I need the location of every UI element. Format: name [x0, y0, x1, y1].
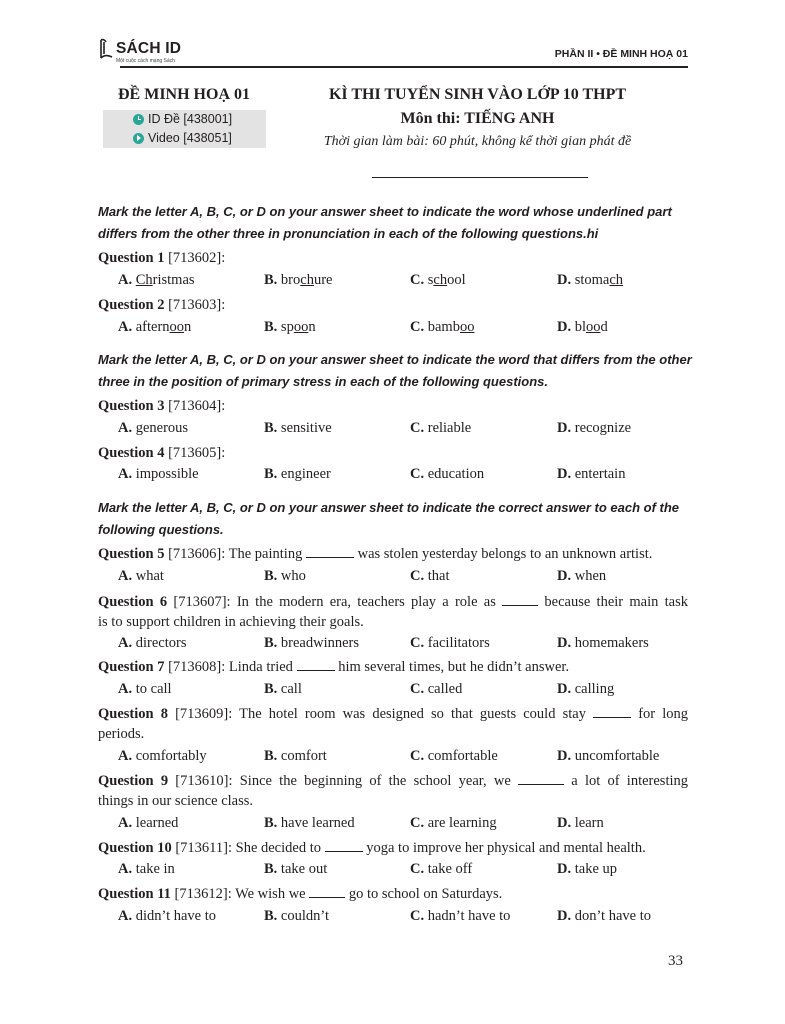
- running-head: PHẦN II • ĐỀ MINH HOẠ 01: [554, 48, 688, 60]
- video-row[interactable]: [133, 131, 232, 145]
- header-divider: [120, 66, 688, 68]
- option-c[interactable]: C. that: [410, 568, 450, 584]
- exam-subject: Môn thi: TIẾNG ANH: [400, 110, 555, 127]
- option-b[interactable]: B. engineer: [264, 466, 331, 482]
- underlined-part: oo: [586, 319, 601, 335]
- option-a[interactable]: A. take in: [118, 861, 175, 877]
- question-8-continued: periods.: [98, 726, 145, 742]
- underlined-part: oo: [169, 319, 185, 335]
- question-code: [713602]:: [164, 250, 226, 266]
- question-code: [713604]:: [164, 398, 226, 414]
- question-8-options: [118, 748, 698, 768]
- option-b[interactable]: B. call: [264, 681, 302, 697]
- question-3: [98, 396, 688, 417]
- question-1: [98, 248, 688, 269]
- option-c[interactable]: C. facilitators: [410, 635, 490, 651]
- option-a[interactable]: A. didn’t have to: [118, 908, 217, 924]
- option-b[interactable]: B. couldn’t: [264, 908, 329, 924]
- option-d[interactable]: D. learn: [557, 815, 604, 831]
- option-b[interactable]: B. sensitive: [264, 420, 332, 436]
- question-label: Question 2: [98, 297, 165, 313]
- question-10-options: [118, 861, 698, 881]
- question-label: Question 1: [98, 250, 165, 266]
- question-4: [98, 443, 688, 464]
- question-4-options: [118, 466, 698, 486]
- question-5-options: [118, 568, 698, 588]
- question-9: Question 9 [713610]: Since the beginning of the school year, we a lot of interesting: [98, 773, 688, 789]
- question-8: Question 8 [713609]: The hotel room was designed so that guests could stay for long: [98, 706, 689, 722]
- underlined-part: Ch: [135, 272, 153, 288]
- question-1-options: [118, 272, 698, 292]
- option-c[interactable]: C. called: [410, 681, 463, 697]
- option-a[interactable]: A. Christmas: [118, 272, 195, 288]
- instruction-correct-answer: Mark the letter A, B, C, or D on your answer sheet to indicate the correct answer to each of the following questions.: [98, 500, 680, 537]
- option-a[interactable]: A. impossible: [118, 466, 199, 482]
- question-2-options: [118, 319, 698, 339]
- question-6-options: [118, 635, 698, 655]
- option-d[interactable]: D. uncomfortable: [557, 748, 660, 764]
- title-divider: [372, 177, 588, 178]
- video-text: Video [438051]: [148, 131, 232, 145]
- option-b[interactable]: B. take out: [264, 861, 328, 877]
- answer-blank[interactable]: [518, 772, 564, 785]
- logo-text: SÁCH ID: [116, 40, 182, 57]
- exam-label: ĐỀ MINH HOẠ 01: [118, 86, 250, 103]
- clock-icon: [133, 114, 144, 125]
- option-b[interactable]: B. comfort: [264, 748, 327, 764]
- option-a[interactable]: A. to call: [118, 681, 172, 697]
- logo-tagline: Một cuộc cách mạng Sách: [116, 58, 175, 64]
- question-7: Question 7 [713608]: Linda tried him several times, but he didn’t answer.: [98, 659, 570, 675]
- question-9-continued: things in our science class.: [98, 793, 254, 809]
- option-c[interactable]: C. are learning: [410, 815, 497, 831]
- underlined-part: ch: [609, 272, 624, 288]
- exam-duration: Thời gian làm bài: 60 phút, không kể thời gian phát đề: [323, 134, 632, 149]
- answer-blank[interactable]: [325, 839, 363, 852]
- option-a[interactable]: A. afternoon: [118, 319, 192, 335]
- option-c[interactable]: C. bamboo: [410, 319, 475, 335]
- option-a[interactable]: A. generous: [118, 420, 189, 436]
- option-c[interactable]: C. hadn’t have to: [410, 908, 511, 924]
- book-logo-icon: [98, 38, 114, 60]
- option-b[interactable]: B. who: [264, 568, 306, 584]
- play-icon: [133, 133, 144, 144]
- underlined-part: ch: [300, 272, 314, 288]
- option-d[interactable]: D. when: [557, 568, 607, 584]
- instruction-stress: Mark the letter A, B, C, or D on your answer sheet to indicate the word that differs from the other three in the position of primary stress in each of the following questions.: [98, 352, 692, 389]
- answer-blank[interactable]: [593, 705, 631, 718]
- option-a[interactable]: A. comfortably: [118, 748, 207, 764]
- question-11-options: [118, 908, 698, 928]
- option-c[interactable]: C. reliable: [410, 420, 472, 436]
- exam-title: KÌ THI TUYỂN SINH VÀO LỚP 10 THPT: [328, 86, 627, 103]
- answer-blank[interactable]: [309, 885, 345, 898]
- option-c[interactable]: C. school: [410, 272, 466, 288]
- option-c[interactable]: C. take off: [410, 861, 473, 877]
- option-d[interactable]: D. calling: [557, 681, 615, 697]
- question-3-options: [118, 420, 698, 440]
- id-box: [103, 110, 266, 148]
- underlined-part: oo: [293, 319, 309, 335]
- question-11: Question 11 [713612]: We wish we go to school on Saturdays.: [98, 886, 503, 902]
- question-5: Question 5 [713606]: The painting was stolen yesterday belongs to an unknown artist.: [98, 546, 653, 562]
- option-b[interactable]: B. brochure: [264, 272, 333, 288]
- option-d[interactable]: D. blood: [557, 319, 608, 335]
- underlined-part: ch: [433, 272, 448, 288]
- exam-title-block: [300, 86, 655, 150]
- option-c[interactable]: C. education: [410, 466, 485, 482]
- option-c[interactable]: C. comfortable: [410, 748, 498, 764]
- question-label: Question 3: [98, 398, 165, 414]
- option-d[interactable]: D. don’t have to: [557, 908, 651, 924]
- question-code: [713605]:: [164, 445, 226, 461]
- page-header: [98, 36, 688, 70]
- question-label: Question 4: [98, 445, 165, 461]
- option-d[interactable]: D. take up: [557, 861, 618, 877]
- question-7-options: [118, 681, 698, 701]
- option-b[interactable]: B. have learned: [264, 815, 355, 831]
- option-a[interactable]: A. directors: [118, 635, 187, 651]
- answer-blank[interactable]: [306, 545, 354, 558]
- question-10: Question 10 [713611]: She decided to yoga to improve her physical and mental health.: [98, 840, 646, 856]
- id-de-text: ID Đề [438001]: [148, 112, 233, 126]
- underlined-part: oo: [459, 319, 475, 335]
- page-number: 33: [668, 953, 683, 969]
- id-de-row[interactable]: [133, 112, 232, 126]
- answer-blank[interactable]: [502, 593, 538, 606]
- option-d[interactable]: D. stomach: [557, 272, 624, 288]
- option-d[interactable]: D. recognize: [557, 420, 632, 436]
- option-d[interactable]: D. entertain: [557, 466, 626, 482]
- option-b[interactable]: B. breadwinners: [264, 635, 360, 651]
- question-2: [98, 295, 688, 316]
- answer-blank[interactable]: [297, 658, 335, 671]
- question-9-options: [118, 815, 698, 835]
- option-d[interactable]: D. homemakers: [557, 635, 649, 651]
- option-a[interactable]: A. what: [118, 568, 164, 584]
- option-a[interactable]: A. learned: [118, 815, 179, 831]
- question-6: Question 6 [713607]: In the modern era, teachers play a role as because their main task: [98, 594, 689, 610]
- question-code: [713603]:: [164, 297, 226, 313]
- question-6-continued: is to support children in achieving their goals.: [98, 614, 364, 630]
- instruction-pronunciation: Mark the letter A, B, C, or D on your answer sheet to indicate the word whose underlined part differs from the other three in pronunciation in each of the following questions.hi: [98, 204, 672, 241]
- option-b[interactable]: B. spoon: [264, 319, 316, 335]
